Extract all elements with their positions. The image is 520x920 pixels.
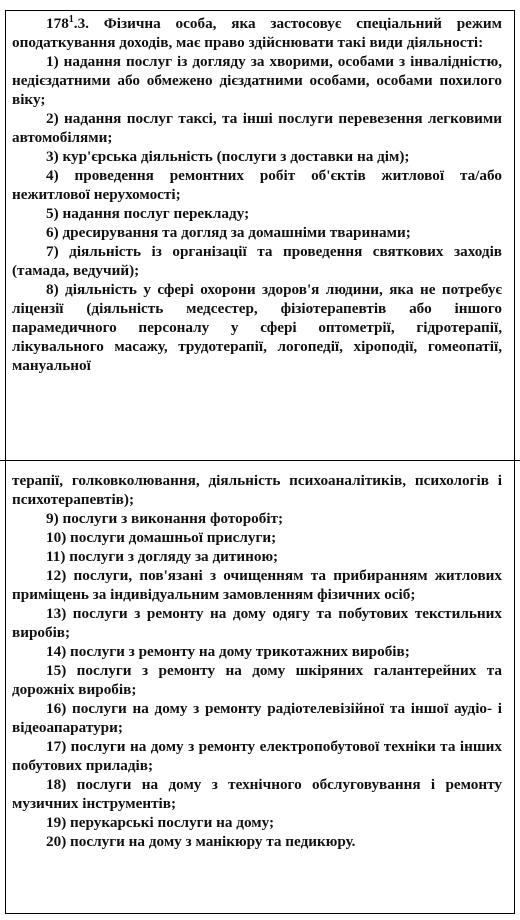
list-item: 13) послуги з ремонту на дому одягу та побутових текстильних виробів; — [12, 605, 502, 641]
list-item: 16) послуги на дому з ремонту радіотелевізійної та іншої аудіо- і відеоапаратури; — [12, 700, 502, 736]
list-item: 1) надання послуг із догляду за хворими, особами з інвалідністю, недієздатними або обмежено дієздатними особами, особами похилого віку; — [12, 53, 502, 108]
scan-divider — [0, 460, 520, 461]
list-item: 6) дресирування та догляд за домашніми тваринами; — [46, 224, 411, 241]
list-item: 19) перукарські послуги на дому; — [46, 814, 275, 831]
text-block-lower — [12, 471, 502, 851]
article-intro: Фізична особа, яка застосовує спеціальний режим оподаткування доходів, має право здійснювати такі види діяльності: — [12, 15, 503, 51]
list-item: 3) кур'єрська діяльність (послуги з доставки на дім); — [46, 148, 410, 165]
list-item: 4) проведення ремонтних робіт об'єктів житлової та/або нежитлової нерухомості; — [12, 167, 502, 203]
list-item: 15) послуги з ремонту на дому шкіряних галантерейних та дорожніх виробів; — [12, 662, 502, 698]
list-item: 18) послуги на дому з технічного обслуговування і ремонту музичних інструментів; — [12, 776, 502, 812]
article-heading — [12, 14, 502, 52]
article-number: $178^1.3$. — [46, 13, 89, 32]
list-item: 12) послуги, пов'язані з очищенням та прибиранням житлових приміщень за індивідуальним замовленням фізичних осіб; — [12, 567, 502, 603]
list-item: 8) діяльність у сфері охорони здоров'я людини, яка не потребує ліцензії (діяльність медсестер, фізіотерапевтів або іншого парамедичного персоналу у сфері оптометрії, гідротерапії, лікувального масажу, трудотерапії, логопедії, хіроподії, гомеопатії, мануальної — [12, 281, 502, 374]
list-item: 20) послуги на дому з манікюру та педикюру. — [46, 833, 356, 850]
list-item: 14) послуги з ремонту на дому трикотажних виробів; — [46, 643, 410, 660]
list-item: 9) послуги з виконання фоторобіт; — [46, 510, 284, 527]
list-item: 17) послуги на дому з ремонту електропобутової техніки та інших побутових приладів; — [12, 738, 502, 774]
list-item-continuation: терапії, голковколювання, діяльність психоаналітиків, психологів і психотерапевтів); — [12, 472, 502, 508]
list-item: 7) діяльність із організації та проведення святкових заходів (тамада, ведучий); — [12, 243, 502, 279]
list-item: 5) надання послуг перекладу; — [46, 205, 250, 222]
list-item: 10) послуги домашньої прислуги; — [46, 529, 277, 546]
list-item: 2) надання послуг таксі, та інші послуги перевезення легковими автомобілями; — [12, 110, 502, 146]
text-block-upper — [12, 14, 502, 375]
list-item: 11) послуги з догляду за дитиною; — [46, 548, 279, 565]
